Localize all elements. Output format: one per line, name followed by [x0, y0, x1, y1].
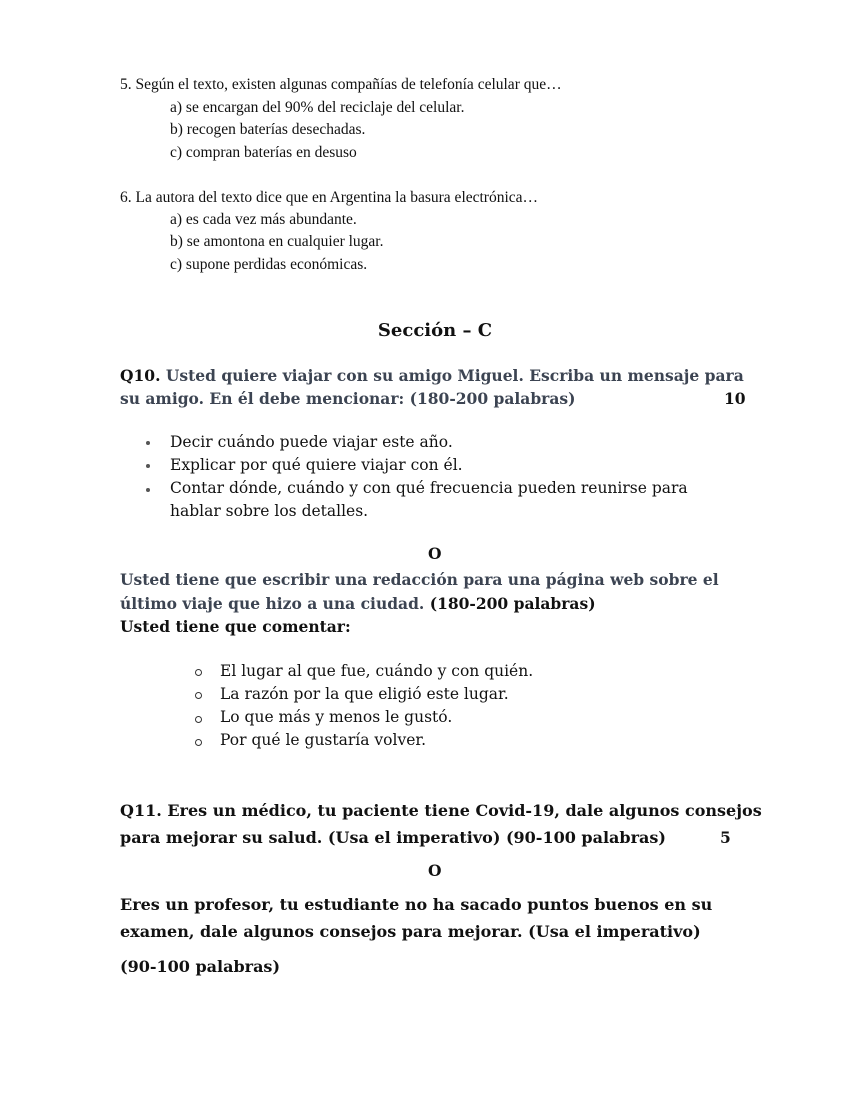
q11-alt-line2: examen, dale algunos consejos para mejorar. (Usa el imperativo)	[120, 922, 701, 941]
q11-alt-line1: Eres un profesor, tu estudiante no ha sacado puntos buenos en su	[120, 895, 713, 914]
circle-bullet-icon	[195, 739, 202, 746]
q10-bullet-3: Contar dónde, cuándo y con qué frecuencia pueden reunirse para	[170, 479, 688, 497]
q10-alt-line3: Usted tiene que comentar:	[120, 617, 351, 636]
q10-alt-line2	[120, 594, 596, 613]
q5-option-c: c) compran baterías en desuso	[170, 144, 357, 161]
circle-bullet-icon	[195, 692, 202, 699]
q10-label: Q10.	[120, 366, 161, 385]
q11-line2: para mejorar su salud. (Usa el imperativo) (90-100 palabras)	[120, 828, 666, 847]
q10-alt-bullet-4: Por qué le gustaría volver.	[220, 731, 427, 749]
q10-alt-word-count: (180-200 palabras)	[424, 594, 596, 613]
q10-bullet-1: Decir cuándo puede viajar este año.	[170, 433, 453, 451]
q11-or: O	[428, 861, 442, 880]
q10-or: O	[428, 544, 442, 563]
q11-marks: 5	[720, 828, 731, 847]
q11-line1: Q11. Eres un médico, tu paciente tiene Covid-19, dale algunos consejos	[120, 801, 762, 820]
q10-bullet-3-cont: hablar sobre los detalles.	[170, 502, 369, 520]
q6-option-c: c) supone perdidas económicas.	[170, 256, 368, 273]
q6-stem: 6. La autora del texto dice que en Argentina la basura electrónica…	[120, 189, 539, 206]
q10-marks: 10	[724, 389, 746, 408]
q6-option-a: a) es cada vez más abundante.	[170, 211, 357, 228]
section-title: Sección – C	[377, 320, 493, 341]
q11-alt-line3: (90-100 palabras)	[120, 957, 281, 976]
bullet-icon	[146, 441, 150, 445]
q10-alt-bullet-3: Lo que más y menos le gustó.	[220, 708, 453, 726]
bullet-icon	[146, 488, 150, 492]
q10-line2: su amigo. En él debe mencionar: (180-200 palabras)	[120, 389, 576, 408]
q10-alt-line1: Usted tiene que escribir una redacción para una página web sobre el	[120, 570, 719, 589]
q10-alt-line2-text: último viaje que hizo a una ciudad.	[120, 594, 425, 613]
q5-option-b: b) recogen baterías desechadas.	[170, 121, 366, 138]
q10-alt-bullet-2: La razón por la que eligió este lugar.	[220, 685, 509, 703]
circle-bullet-icon	[195, 669, 202, 676]
q10-line1	[120, 366, 744, 385]
q10-bullet-2: Explicar por qué quiere viajar con él.	[170, 456, 463, 474]
q6-option-b: b) se amontona en cualquier lugar.	[170, 233, 384, 250]
circle-bullet-icon	[195, 716, 202, 723]
q10-alt-bullet-1: El lugar al que fue, cuándo y con quién.	[220, 662, 534, 680]
q5-stem: 5. Según el texto, existen algunas compañías de telefonía celular que…	[120, 76, 562, 93]
q5-option-a: a) se encargan del 90% del reciclaje del celular.	[170, 99, 465, 116]
q10-text-1: Usted quiere viajar con su amigo Miguel. Escriba un mensaje para	[165, 366, 744, 385]
bullet-icon	[146, 464, 150, 468]
